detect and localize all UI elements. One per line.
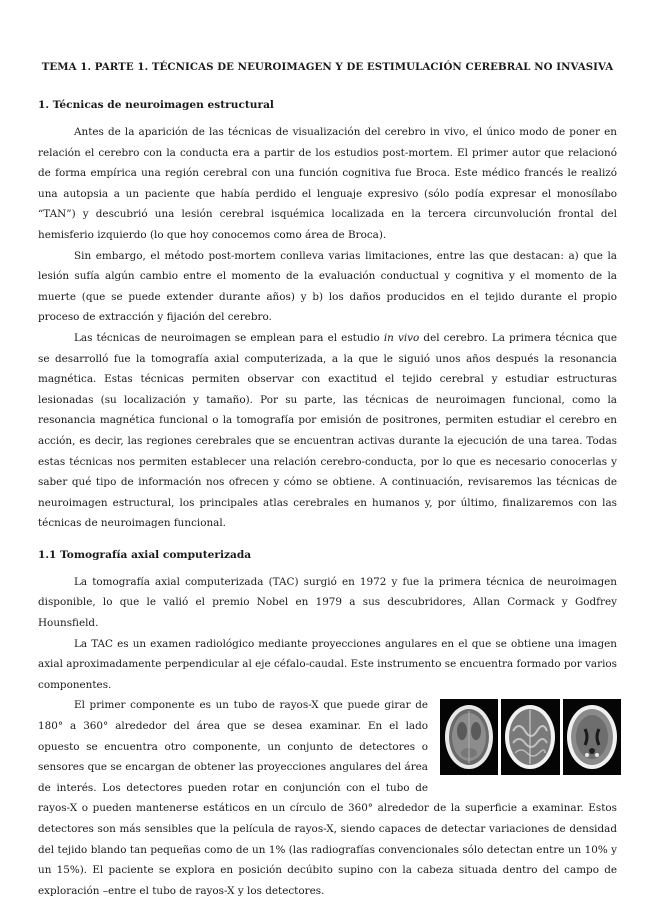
ct-scan-images — [440, 699, 621, 775]
text-run: El primer componente es un tubo de rayos-X que puede girar de 180° a 360° alrededor del área que se desea examinar. En el lado opuesto se encuentra otro componente, un conjunto de detectores o sensores que se encargan de obtener las proyecciones angulares del área de interés. Los detectores pueden rotar en conjunción con el tubo de rayos-X o pueden mantenerse estáticos en un círculo de 360° alrededor de la superficie a examinar. Estos detectores son más sensibles que la película de rayos-X, siendo capaces de detectar variaciones de densidad del tejido blando tan pequeñas como de un 1% (las radiografías convencionales sólo detectan entre un 10% y un 15%). El paciente se explora en posición decúbito supino con la cabeza situada dentro del campo de exploración –entre el tubo de rayos-X y los detectores. — [38, 699, 617, 897]
ct-scan-image-2 — [501, 699, 559, 775]
paragraph-tac-history: La tomografía axial computerizada (TAC) surgió en 1972 y fue la primera técnica de neuroimagen disponible, lo que le valió el premio Nobel en 1979 a sus descubridores, Allan Cormack y Godfrey Hounsfield. — [38, 575, 617, 630]
paragraph-neuroimaging-techniques — [38, 328, 617, 534]
section-heading-structural-neuroimaging: 1. Técnicas de neuroimagen estructural — [38, 99, 274, 111]
italic-in-vivo: in vivo — [383, 331, 420, 344]
section-heading-tac: 1.1 Tomografía axial computerizada — [38, 548, 252, 561]
text-run: Las técnicas de neuroimagen se emplean para el estudio — [74, 331, 384, 344]
ct-scan-image-1 — [440, 699, 498, 775]
ct-scan-image-3 — [563, 699, 621, 775]
paragraph-tac-exam: La TAC es un examen radiológico mediante proyecciones angulares en el que se obtiene una imagen axial aproximadamente perpendicular al eje céfalo-caudal. Este instrumento se encuentra formado por varios componentes. — [38, 637, 617, 691]
text-run: del cerebro. La primera técnica que se desarrolló fue la tomografía axial computerizada, a la que le siguió unos años después la resonancia magnética. Estas técnicas permiten observar con exactitud el tejido cerebral y estudiar estructuras lesionadas (su localización y tamaño). Por su parte, las técnicas de neuroimagen funcional, como la resonancia magnética funcional o la tomografía por emisión de positrones, permiten estudiar el cerebro en acción, es decir, las regiones cerebrales que se encuentran activas durante la ejecución de una tarea. Todas estas técnicas nos permiten establecer una relación cerebro-conducta, por lo que es necesario conocerlas y saber qué tipo de información nos ofrecen y cómo se obtiene. A continuación, revisaremos las técnicas de neuroimagen estructural, los principales atlas cerebrales en humanos y, por último, finalizaremos con las técnicas de neuroimagen funcional. — [38, 331, 618, 530]
paragraph-postmortem-limitations: Sin embargo, el método post-mortem conlleva varias limitaciones, entre las que destacan: a) que la lesión sufía algún cambio entre el momento de la evaluación conductual y cognitiva y el momento de la muerte (que se puede extender durante años) y b) los daños producidos en el tejido durante el propio proceso de extracción y fijación del cerebro. — [38, 249, 617, 324]
document-title: TEMA 1. PARTE 1. TÉCNICAS DE NEUROIMAGEN Y DE ESTIMULACIÓN CEREBRAL NO INVASIVA — [41, 61, 614, 73]
paragraph-broca: Antes de la aparición de las técnicas de visualización del cerebro in vivo, el único modo de poner en relación el cerebro con la conducta era a partir de los estudios post-mortem. El primer autor que relacionó de forma empírica una región cerebral con una función cognitiva fue Broca. Este médico francés le realizó una autopsia a un paciente que había perdido el lenguaje expresivo (sólo podía expresar el monosílabo “TAN”) y descubrió una lesión cerebral isquémica localizada en la tercera circunvolución frontal del hemisferio izquierdo (lo que hoy conocemos como área de Broca). — [38, 126, 617, 241]
paragraph-tac-components — [38, 695, 617, 901]
